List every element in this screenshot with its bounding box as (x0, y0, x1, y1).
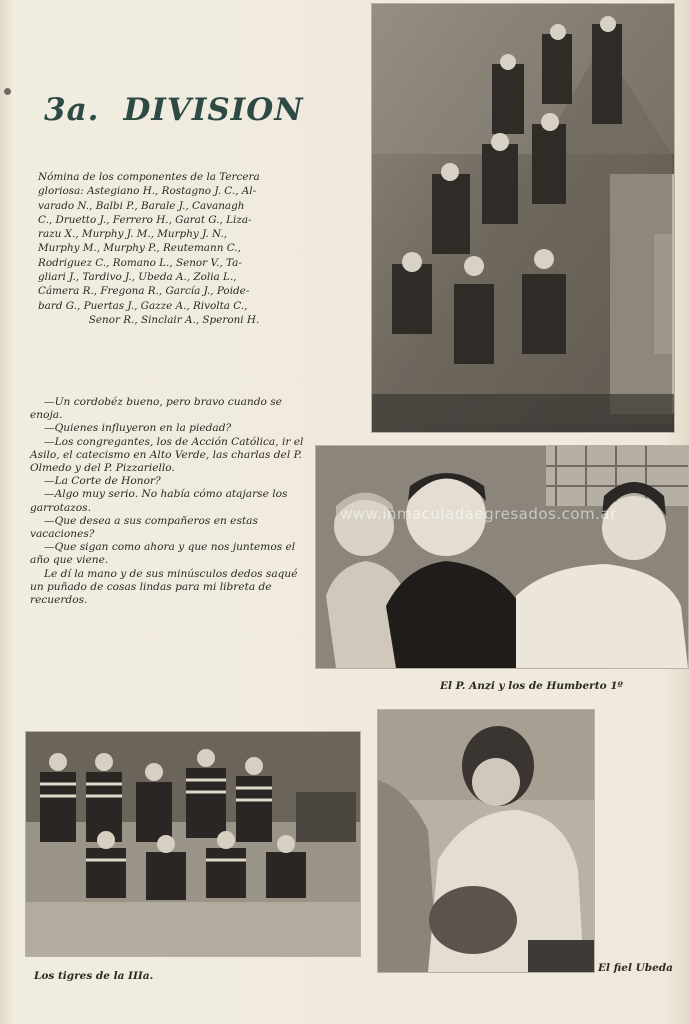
roster-line: varado N., Balbi P., Barale J., Cavanagh (38, 199, 245, 212)
roster-line: Nómina de los componentes de la Tercera (38, 171, 260, 183)
page-title (44, 92, 344, 128)
watermark-text: www.inmaculadaegresados.com.ar (340, 505, 617, 523)
punch-hole-icon (4, 88, 11, 95)
roster-line-last: Senor R., Sinclair A., Speroni H. (88, 313, 260, 326)
roster-line: gliari J., Tardivo J., Ubeda A., Zolia L., (38, 271, 237, 284)
roster-line: razu X., Murphy J. M., Murphy J. N., (38, 228, 228, 241)
dialog-paragraph: —Que sigan como ahora y que nos juntemos el año que viene. (30, 541, 296, 567)
roster-intro (38, 170, 310, 327)
roster-line: C., Druetto J., Ferrero H., Garat G., Liza- (38, 213, 252, 226)
interview-text (30, 396, 306, 607)
dialog-paragraph: —Quienes influyeron en la piedad? (44, 422, 232, 435)
roster-line: Murphy M., Murphy P., Reutemann C., (38, 242, 241, 255)
dialog-paragraph: —Algo muy serio. No había cómo atajarse los garrotazos. (30, 488, 288, 514)
roster-line: Cámera R., Fregona R., García J., Poide- (38, 285, 250, 298)
dialog-paragraph: —Que desea a sus compañeros en estas vacaciones? (30, 514, 258, 541)
priest-boys-photo (316, 446, 688, 668)
title-number: 3a. (44, 92, 100, 128)
roster-line: bard G., Puertas J., Gazze A., Rivolta C., (38, 299, 248, 312)
ubeda-photo-caption: El fiel Ubeda (598, 962, 673, 974)
staircase-class-photo (372, 4, 674, 432)
dialog-paragraph: —Los congregantes, los de Acción Católica, ir el Asilo, el catecismo en Alto Verde, las charlas del P. Olmedo y del P. Pizzariello. (30, 435, 304, 475)
priest-photo-caption: El P. Anzi y los de Humberto 1º (440, 680, 623, 692)
title-word: DIVISION (123, 92, 304, 128)
roster-line: Rodriguez C., Romano L., Senor V., Ta- (38, 256, 242, 269)
roster-line: gloriosa: Astegiano H., Rostagno J. C., Al- (38, 185, 257, 198)
dialog-paragraph: —Un cordobéz bueno, pero bravo cuando se enoja. (30, 396, 282, 422)
football-photo-caption: Los tigres de la IIIa. (34, 970, 154, 982)
dialog-paragraph: Le dí la mano y de sus minúsculos dedos saqué un puñado de cosas lindas para mi libreta de recuerdos. (30, 567, 298, 607)
dialog-paragraph: —La Corte de Honor? (44, 475, 161, 488)
ubeda-photo (378, 710, 594, 972)
football-team-photo (26, 732, 360, 956)
